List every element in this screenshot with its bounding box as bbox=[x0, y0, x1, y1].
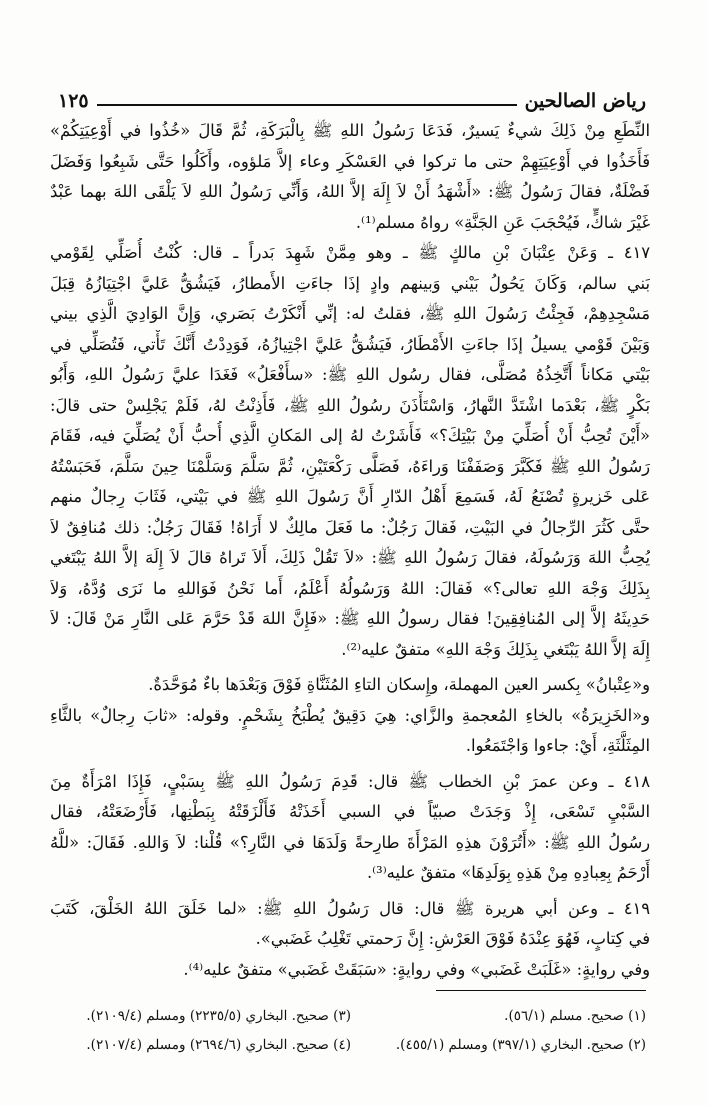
text-line: غَيْرَ شاكٍّ، فَيُحْجَبَ عَنِ الجَنَّةِ» رواهُ مسلم⁽¹⁾. bbox=[355, 212, 650, 232]
text-line: فَضْلَةٌ، فقالَ رَسُولُ ﷺ: «أَشْهَدُ أَنْ لاَ إِلَهَ إلاَّ اللهُ، وَأَنِّي رَسُولُ اللهِ لاَ يَلْقَى اللهَ بهما عَبْدٌ bbox=[50, 182, 650, 201]
footnote-2: (٢) صحيح. البخاري (٣٩٧/١) ومسلم (٤٥٥/١). bbox=[395, 1037, 646, 1053]
text-line: بَيْتي مَكاناً أَتَّخِذُهُ مُصَلًّى، فقال رسُول اللهِ ﷺ: «سأَفْعَلُ» فَغَدَا عليَّ رَسُولُ اللهِ، وَأَبُو bbox=[50, 365, 650, 384]
text-line: بَكْرٍ ﷺ، بَعْدَما اشْتَدَّ النَّهارُ، وَاسْتَأْذَنَ رسُولُ اللهِ ﷺ، فَأَذِنْتُ لهُ، فَلَمْ يَجْلِسْ حتى قالَ: bbox=[50, 395, 650, 415]
header-rule bbox=[97, 104, 517, 106]
hadith-417-start: ٤١٧ ـ وَعَنْ عِتْبَانَ بْنِ مالكٍ ﷺ ـ وهو مِمَّنْ شَهِدَ بَدراً ـ قال: كُنْتُ أُصَلِّي لِقَوْمي bbox=[50, 243, 650, 262]
text-line: عَلى خَزيرةٍ تُصْنَعُ لَهُ، فَسَمِعَ أَهْلُ الدّارِ أَنَّ رَسُولَ اللهِ ﷺ في بَيْتي، فَثَابَ رِجالٌ منهم bbox=[50, 487, 650, 506]
footnote-1: (١) صحيح. مسلم (٥٦/١). bbox=[504, 1008, 646, 1024]
text-line: بَني سالم، وَكَانَ يَحُولُ بَيْني وَبينهم وادٍ إذَا جاءَتِ الأَمطارُ، فَيَشُقُّ عَليَّ اجْتِيَازُهُ قِبَلَ bbox=[50, 273, 650, 293]
text-line: فَأَخَذُوا في أَوْعِيَتِهِمْ حتى ما تركوا في العَسْكَرِ وعاء إلاَّ مَلؤوه، وأَكَلُوا حَتَّى شَبِعُوا وَفَضَلَ bbox=[50, 151, 650, 171]
page-number: ١٢٥ bbox=[58, 90, 89, 112]
text-line: «أَيْنَ تُحِبُّ أَنْ أُصَلِّيَ مِنْ بَيْتِكَ؟» فَأَشَرْتُ لهُ إلى المَكانِ الَّذِي أُحبُّ أَنْ يُصَلِّيَ فيه، فَقَامَ bbox=[50, 426, 650, 445]
text-line: أَرْحَمُ بِعِبادِهِ مِنْ هَذِهِ بِوَلَدِهَا» متفقٌ عليه⁽³⁾. bbox=[366, 863, 650, 882]
text-line: بِذَلِكَ وَجْهَ اللهِ تعالى؟» فَقالَ: اللهُ وَرَسُولُهُ أَعْلَمُ، أَما نَحْنُ فَوَاللهِ ما نَرَى وُدَّهُ، وَلاَ bbox=[50, 578, 650, 598]
footnote-4: (٤) صحيح. البخاري (٢٦٩٤/٦) ومسلم (٢١٠٧/٤). bbox=[86, 1037, 351, 1053]
text-line: النِّطَعِ مِنْ ذَلِكَ شيءٌ يَسيرٌ، فَدَعَا رَسُولُ اللهِ ﷺ بِالْبَرَكَةِ، ثُمَّ قَالَ «خُذُوا في أَوْعِيَتِكُمْ» bbox=[50, 121, 650, 140]
text-line: رسُولُ اللهِ ﷺ: «أَتُرَوْنَ هذِهِ المَرْأَةَ طارِحةً وَلَدَهَا في النَّارِ؟» قُلْنا: لاَ وَاللهِ. فَقَالَ: «للَّهُ bbox=[50, 832, 650, 852]
text-line: حتَّى كَثُرَ الرِّجالُ في البَيْتِ، فَقالَ رَجُلٌ: ما فَعَلَ مالِكٌ لا أَرَاهُ! فَقَالَ رَجُلٌ: ذلك مُنافِقٌ لاَ bbox=[50, 517, 650, 537]
footnote-row bbox=[56, 1002, 646, 1031]
book-title: رياض الصالحين bbox=[524, 90, 646, 112]
glossary-line: المِثَلَّثَةِ، أَيْ: جاءوا وَاجْتَمَعُوا. bbox=[465, 736, 650, 755]
footnote-3: (٣) صحيح. البخاري (٢٢٣٥/٥) ومسلم (٢١٠٩/٤). bbox=[86, 1008, 351, 1024]
footnote-separator bbox=[436, 990, 646, 991]
text-line: حَدِيثَهُ إلاَّ إلى المُنافِقِينَ! فقال رسولُ اللهِ ﷺ: «فَإِنَّ اللهَ قَدْ حَرَّمَ عَلى النَّارِ مَنْ قَالَ: لاَ bbox=[50, 609, 650, 628]
text-line: وَبَيْنَ قَوْمي يسيلُ إذَا جاءَتِ الأَمْطَارُ، فَيَشُقُّ عَليَّ اجْتِيازُهُ، فَوَدِدْتُ أَنَّكَ تَأْتي، فَتُصَلِّي في bbox=[50, 334, 650, 354]
text-line: وفي روايةٍ: «غَلَبَتْ غَضَبي» وفي روايةٍ: «سَبَقَتْ غَضَبي» متفقٌ عليه⁽⁴⁾. bbox=[183, 959, 650, 979]
glossary-line: و«الخَزِيرَةُ» بالخاءِ المُعجمةِ والزَّاي: هِيَ دَقِيقٌ يُطْبَخُ بِشَحْمٍ. وقوله: «ثابَ رِجالٌ» بالثَّاءِ bbox=[50, 705, 650, 725]
text-line: إِلَهَ إلاَّ اللهُ يَبْتَغي بِذَلِكَ وَجْهَ اللهِ» متفقٌ عليه⁽²⁾. bbox=[341, 639, 650, 659]
running-header bbox=[58, 86, 646, 112]
text-line: في كِتابٍ، فَهُوَ عِنْدَهُ فَوْقَ العَرْشِ: إِنَّ رَحمتي تَغْلِبُ غَضَبي». bbox=[255, 929, 650, 948]
body-text bbox=[50, 116, 650, 985]
glossary-line: و«عِتْبانُ» بِكسر العين المهملة، وإِسكان التاءِ المُثَنَّاةِ فَوْقَ وَبَعْدَها باءٌ مُوَحَّدَةٌ. bbox=[148, 675, 650, 694]
text-line: يُحِبُّ اللهَ وَرَسُولَهُ، فقالَ رَسُولُ اللهِ ﷺ: «لاَ تَقُلْ ذَلِكَ، أَلاَ تَراهُ قالَ لاَ إِلَهَ إلاَّ اللهُ يَبْتَغي bbox=[50, 548, 650, 567]
text-line: رَسُولُ اللهِ ﷺ فَكَبَّرَ وَصَفَفْنَا وَراءَهُ، فَصَلَّى رَكْعَتَيْنِ، ثُمَّ سَلَّمَ وَسَلَّمْنَا حِينَ سَلَّمَ، فَحَبَسْتُهُ bbox=[50, 456, 650, 476]
text-line: السَّبْيِ تَسْعَى، إِذْ وَجَدَتْ صبيّاً في السبي أَخَذَتْهُ فَأَلْزَقَتْهُ بِبَطْنِها، فَأَرْضَعَتْهُ، فقال bbox=[50, 802, 650, 821]
hadith-419-start: ٤١٩ ـ وعن أبي هريرة ﷺ قال: قال رَسُولُ اللهِ ﷺ: «لما خَلَقَ اللهُ الخَلْقَ، كَتَبَ bbox=[50, 898, 650, 918]
footnote-row bbox=[56, 1031, 646, 1060]
text-line: مَسْجِدِهِمْ، فَجِئْتُ رَسُولَ اللهِ ﷺ، فقلتُ له: إنِّي أَنْكَرْتُ بَصَري، وَإِنَّ الوَادِيَ الَّذِي بيني bbox=[50, 304, 650, 323]
hadith-418-start: ٤١٨ ـ وعن عمرَ بْنِ الخطاب ﷺ قال: قَدِمَ رَسُولُ اللهِ ﷺ بِسَبْيٍ، فَإِذَا امْرَأَةٌ مِنَ bbox=[50, 771, 650, 791]
footnotes bbox=[56, 1002, 646, 1060]
